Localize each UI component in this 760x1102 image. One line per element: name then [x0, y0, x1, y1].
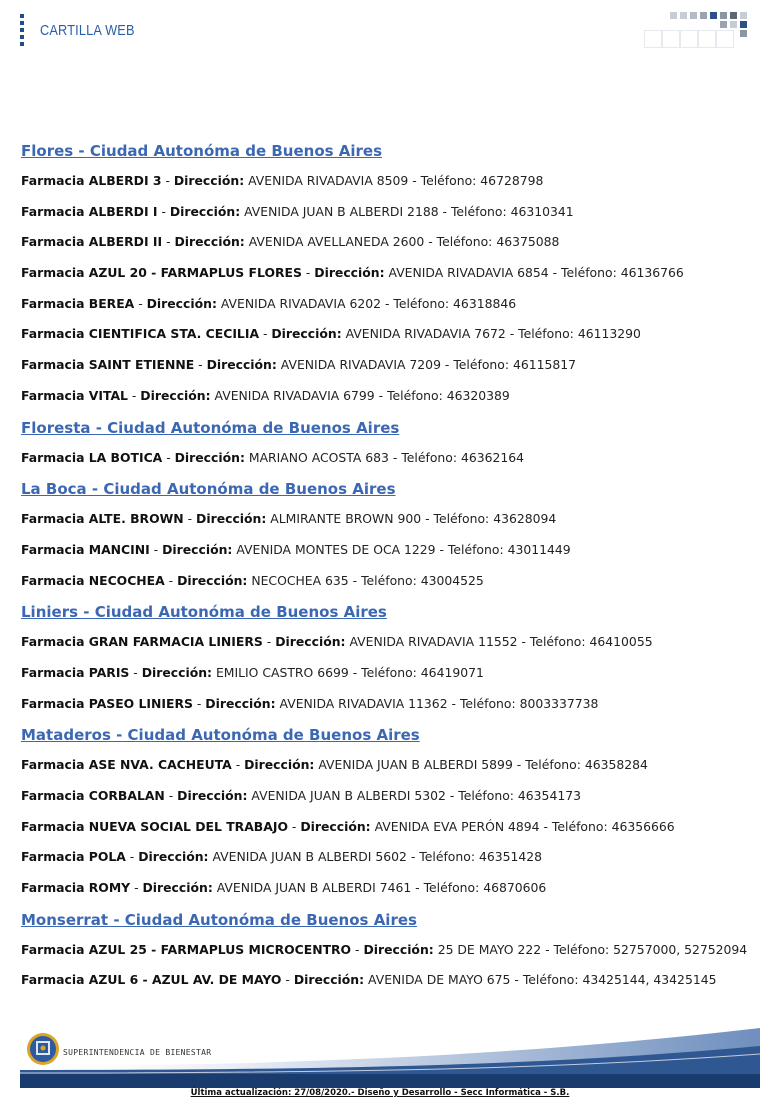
separator: - — [259, 326, 272, 342]
phone-label: Teléfono: — [447, 541, 504, 557]
phone-label: Teléfono: — [423, 880, 480, 896]
pharmacy-name: Farmacia AZUL 20 - FARMAPLUS FLORES — [21, 265, 302, 281]
pharmacy-address: AVENIDA EVA PERÓN 4894 — [374, 818, 540, 834]
pharmacy-phone: 46375088 — [496, 234, 560, 250]
pharmacy-address: AVENIDA RIVADAVIA 8509 — [248, 173, 409, 188]
separator: - — [194, 357, 207, 373]
pharmacy-address: EMILIO CASTRO 6699 — [215, 664, 349, 680]
pharmacy-entry — [21, 971, 741, 1002]
address-label: Dirección: — [169, 203, 241, 219]
institution-seal-icon — [26, 1032, 60, 1066]
pharmacy-phone: 43004525 — [420, 572, 484, 588]
phone-label: Teléfono: — [361, 664, 417, 680]
separator: - — [125, 849, 139, 865]
phone-label: Teléfono: — [387, 387, 443, 403]
phone-label: Teléfono: — [458, 788, 514, 803]
phone-label: Teléfono: — [450, 203, 507, 219]
pharmacy-name: Farmacia AZUL 6 - AZUL AV. DE MAYO — [21, 972, 282, 988]
pharmacy-entry — [21, 787, 741, 818]
pharmacy-entry — [21, 879, 741, 910]
phone-label: Teléfono: — [433, 511, 490, 527]
pharmacy-address: AVENIDA RIVADAVIA 11362 — [279, 695, 448, 711]
separator: - — [447, 695, 460, 711]
pharmacy-name: Farmacia PASEO LINIERS — [21, 695, 193, 711]
pharmacy-phone: 46113290 — [577, 326, 641, 342]
phone-label: Teléfono: — [553, 941, 610, 957]
separator: - — [149, 541, 163, 557]
section-title[interactable]: Flores - Ciudad Autonóma de Buenos Aires — [21, 142, 383, 160]
pharmacy-address: AVENIDA MONTES DE OCA 1229 — [236, 541, 436, 557]
pharmacy-name: Farmacia CORBALAN — [21, 788, 165, 803]
section-title[interactable]: Floresta - Ciudad Autonóma de Buenos Aires — [21, 418, 400, 437]
address-label: Dirección: — [174, 449, 245, 465]
separator: - — [231, 757, 245, 773]
address-label: Dirección: — [275, 634, 346, 650]
address-label: Dirección: — [363, 941, 434, 957]
separator: - — [505, 326, 519, 342]
phone-label: Teléfono: — [525, 757, 581, 773]
address-label: Dirección: — [196, 511, 267, 527]
pharmacy-name: Farmacia PARIS — [21, 664, 130, 680]
separator: - — [388, 449, 402, 465]
pharmacy-address: AVENIDA JUAN B ALBERDI 5899 — [318, 757, 513, 773]
phone-label: Teléfono: — [361, 572, 417, 588]
pharmacy-phone: 46870606 — [483, 880, 547, 896]
separator: - — [541, 941, 554, 957]
pharmacy-entry — [21, 541, 741, 572]
page-header — [20, 14, 220, 48]
pharmacy-address: AVENIDA RIVADAVIA 11552 — [349, 634, 518, 650]
address-label: Dirección: — [142, 880, 213, 896]
address-label: Dirección: — [138, 849, 209, 865]
footer-wave-graphic — [20, 1026, 760, 1088]
pharmacy-phone: 46410055 — [589, 634, 653, 650]
pharmacy-phone: 52757000, 52752094 — [613, 941, 748, 957]
pharmacy-entry — [21, 203, 741, 234]
pharmacy-address: AVENIDA JUAN B ALBERDI 5602 — [212, 849, 407, 865]
address-label: Dirección: — [244, 757, 315, 773]
pharmacy-entry — [21, 233, 741, 264]
pharmacy-entry — [21, 695, 741, 726]
separator: - — [539, 818, 552, 834]
pharmacy-phone: 46356666 — [611, 818, 675, 834]
section-title[interactable]: Liniers - Ciudad Autonóma de Buenos Aires — [21, 603, 387, 622]
address-label: Dirección: — [174, 234, 245, 250]
address-label: Dirección: — [162, 541, 233, 557]
separator: - — [127, 387, 141, 403]
pharmacy-address: AVENIDA JUAN B ALBERDI 5302 — [251, 788, 446, 803]
phone-label: Teléfono: — [522, 972, 579, 988]
pharmacy-phone: 46318846 — [453, 295, 517, 311]
pharmacy-name: Farmacia VITAL — [21, 387, 128, 403]
separator: - — [157, 203, 170, 219]
phone-label: Teléfono: — [551, 818, 608, 834]
pharmacy-entry — [21, 633, 741, 664]
pharmacy-phone: 46419071 — [420, 664, 484, 680]
pharmacy-address: AVENIDA RIVADAVIA 7209 — [280, 357, 441, 373]
separator: - — [183, 511, 197, 527]
separator: - — [408, 173, 421, 188]
separator: - — [411, 880, 424, 896]
pharmacy-entry — [21, 756, 741, 787]
separator: - — [348, 572, 362, 588]
address-label: Dirección: — [141, 664, 212, 680]
separator: - — [421, 511, 434, 527]
pharmacy-phone: 46115817 — [512, 357, 577, 373]
pharmacy-name: Farmacia ALBERDI I — [21, 203, 158, 219]
pharmacy-entry — [21, 848, 741, 879]
pharmacy-entry — [21, 387, 741, 418]
pharmacy-address: AVENIDA RIVADAVIA 7672 — [345, 326, 506, 342]
pharmacy-address: AVENIDA RIVADAVIA 6799 — [214, 387, 375, 403]
separator: - — [445, 788, 459, 803]
address-label: Dirección: — [271, 326, 342, 342]
address-label: Dirección: — [173, 173, 245, 188]
phone-label: Teléfono: — [393, 295, 450, 311]
separator: - — [134, 295, 147, 311]
pharmacy-name: Farmacia ALTE. BROWN — [21, 511, 184, 527]
separator: - — [164, 572, 178, 588]
pharmacy-address: AVENIDA AVELLANEDA 2600 — [248, 234, 425, 250]
pharmacy-entry — [21, 264, 741, 295]
pharmacy-name: Farmacia BEREA — [21, 295, 135, 311]
pharmacy-entry — [21, 818, 741, 849]
pharmacy-name: Farmacia NECOCHEA — [21, 572, 165, 588]
pharmacy-address: AVENIDA DE MAYO 675 — [368, 972, 511, 988]
pharmacy-address: AVENIDA RIVADAVIA 6202 — [220, 295, 382, 311]
separator: - — [406, 849, 420, 865]
section-title[interactable]: Mataderos - Ciudad Autonóma de Buenos Aires — [21, 726, 420, 745]
separator: - — [301, 265, 315, 281]
pharmacy-name: Farmacia MANCINI — [21, 541, 150, 557]
pharmacy-name: Farmacia ASE NVA. CACHEUTA — [21, 757, 232, 773]
pharmacy-entry — [21, 325, 741, 356]
pharmacy-name: Farmacia ROMY — [21, 880, 131, 896]
pharmacy-phone: 46136766 — [620, 265, 684, 281]
pharmacy-entry — [21, 941, 748, 972]
pharmacy-phone: 43011449 — [507, 541, 571, 557]
address-label: Dirección: — [300, 818, 371, 834]
pharmacy-address: NECOCHEA 635 — [251, 572, 349, 588]
pharmacy-address: AVENIDA RIVADAVIA 6854 — [388, 265, 549, 281]
pharmacy-name: Farmacia AZUL 25 - FARMAPLUS MICROCENTRO — [21, 941, 352, 957]
pharmacy-phone: 43628094 — [493, 511, 557, 527]
phone-label: Teléfono: — [518, 326, 574, 342]
separator: - — [512, 757, 526, 773]
phone-label: Teléfono: — [420, 173, 477, 188]
separator: - — [348, 664, 362, 680]
separator: - — [162, 449, 175, 465]
header-bar-icon — [20, 14, 24, 46]
separator: - — [440, 357, 454, 373]
separator: - — [351, 941, 364, 957]
phone-label: Teléfono: — [529, 634, 586, 650]
separator: - — [287, 818, 301, 834]
address-label: Dirección: — [206, 357, 277, 373]
pharmacy-phone: 46362164 — [460, 449, 525, 465]
pharmacy-name: Farmacia SAINT ETIENNE — [21, 357, 195, 373]
pharmacy-name: Farmacia POLA — [21, 849, 126, 865]
pharmacy-phone: 43425144, 43425145 — [582, 972, 717, 988]
pharmacy-name: Farmacia CIENTIFICA STA. CECILIA — [21, 326, 260, 342]
pharmacy-phone: 46354173 — [517, 788, 581, 803]
address-label: Dirección: — [314, 265, 385, 281]
last-update-note: Última actualización: 27/08/2020.- Diseño y Desarrollo - Secc Informática - S.B. — [190, 1088, 570, 1098]
separator: - — [548, 265, 562, 281]
footer-banner — [20, 1026, 760, 1088]
separator: - — [435, 541, 448, 557]
separator: - — [438, 203, 451, 219]
phone-label: Teléfono: — [401, 449, 458, 465]
separator: - — [164, 788, 178, 803]
pharmacy-entry — [21, 572, 741, 603]
separator: - — [129, 664, 142, 680]
pharmacy-name: Farmacia ALBERDI II — [21, 234, 163, 250]
pharmacy-list — [21, 141, 748, 1002]
phone-label: Teléfono: — [453, 357, 510, 373]
pharmacy-entry — [21, 356, 741, 387]
pharmacy-entry — [21, 295, 741, 326]
pharmacy-phone: 46728798 — [480, 173, 544, 188]
pharmacy-entry — [21, 664, 741, 695]
separator: - — [192, 695, 206, 711]
pharmacy-phone: 46351428 — [478, 849, 543, 865]
pharmacy-address: ALMIRANTE BROWN 900 — [270, 511, 422, 527]
phone-label: Teléfono: — [419, 849, 475, 865]
separator: - — [130, 880, 143, 896]
address-label: Dirección: — [205, 695, 276, 711]
pharmacy-entry — [21, 172, 741, 203]
page-title: CARTILLA WEB — [40, 22, 135, 39]
separator: - — [161, 173, 174, 188]
separator: - — [424, 234, 437, 250]
pharmacy-name: Farmacia ALBERDI 3 — [21, 173, 162, 188]
pharmacy-address: AVENIDA JUAN B ALBERDI 2188 — [244, 203, 439, 219]
pharmacy-entry — [21, 510, 741, 541]
header-squares-decoration — [644, 10, 754, 48]
pharmacy-entry — [21, 449, 741, 480]
pharmacy-name: Farmacia GRAN FARMACIA LINIERS — [21, 634, 263, 650]
pharmacy-address: MARIANO ACOSTA 683 — [248, 449, 389, 465]
pharmacy-address: AVENIDA JUAN B ALBERDI 7461 — [216, 880, 412, 896]
separator: - — [162, 234, 175, 250]
address-label: Dirección: — [140, 387, 211, 403]
pharmacy-name: Farmacia NUEVA SOCIAL DEL TRABAJO — [21, 818, 288, 834]
address-label: Dirección: — [177, 572, 248, 588]
phone-label: Teléfono: — [436, 234, 493, 250]
organization-name: SUPERINTENDENCIA DE BIENESTAR — [63, 1048, 212, 1057]
pharmacy-phone: 46310341 — [510, 203, 574, 219]
pharmacy-address: 25 DE MAYO 222 — [437, 941, 542, 957]
phone-label: Teléfono: — [459, 695, 516, 711]
section-title[interactable]: La Boca - Ciudad Autonóma de Buenos Aires — [21, 480, 396, 499]
address-label: Dirección: — [177, 788, 248, 803]
address-label: Dirección: — [146, 295, 217, 311]
separator: - — [517, 634, 530, 650]
pharmacy-phone: 46358284 — [584, 757, 648, 773]
pharmacy-phone: 8003337738 — [519, 695, 599, 711]
pharmacy-phone: 46320389 — [446, 387, 510, 403]
separator: - — [374, 387, 388, 403]
phone-label: Teléfono: — [561, 265, 617, 281]
section-title[interactable]: Monserrat - Ciudad Autonóma de Buenos Aires — [21, 910, 417, 929]
pharmacy-name: Farmacia LA BOTICA — [21, 449, 163, 465]
separator: - — [281, 972, 294, 988]
separator: - — [510, 972, 523, 988]
address-label: Dirección: — [293, 972, 365, 988]
separator: - — [381, 295, 394, 311]
separator: - — [262, 634, 276, 650]
